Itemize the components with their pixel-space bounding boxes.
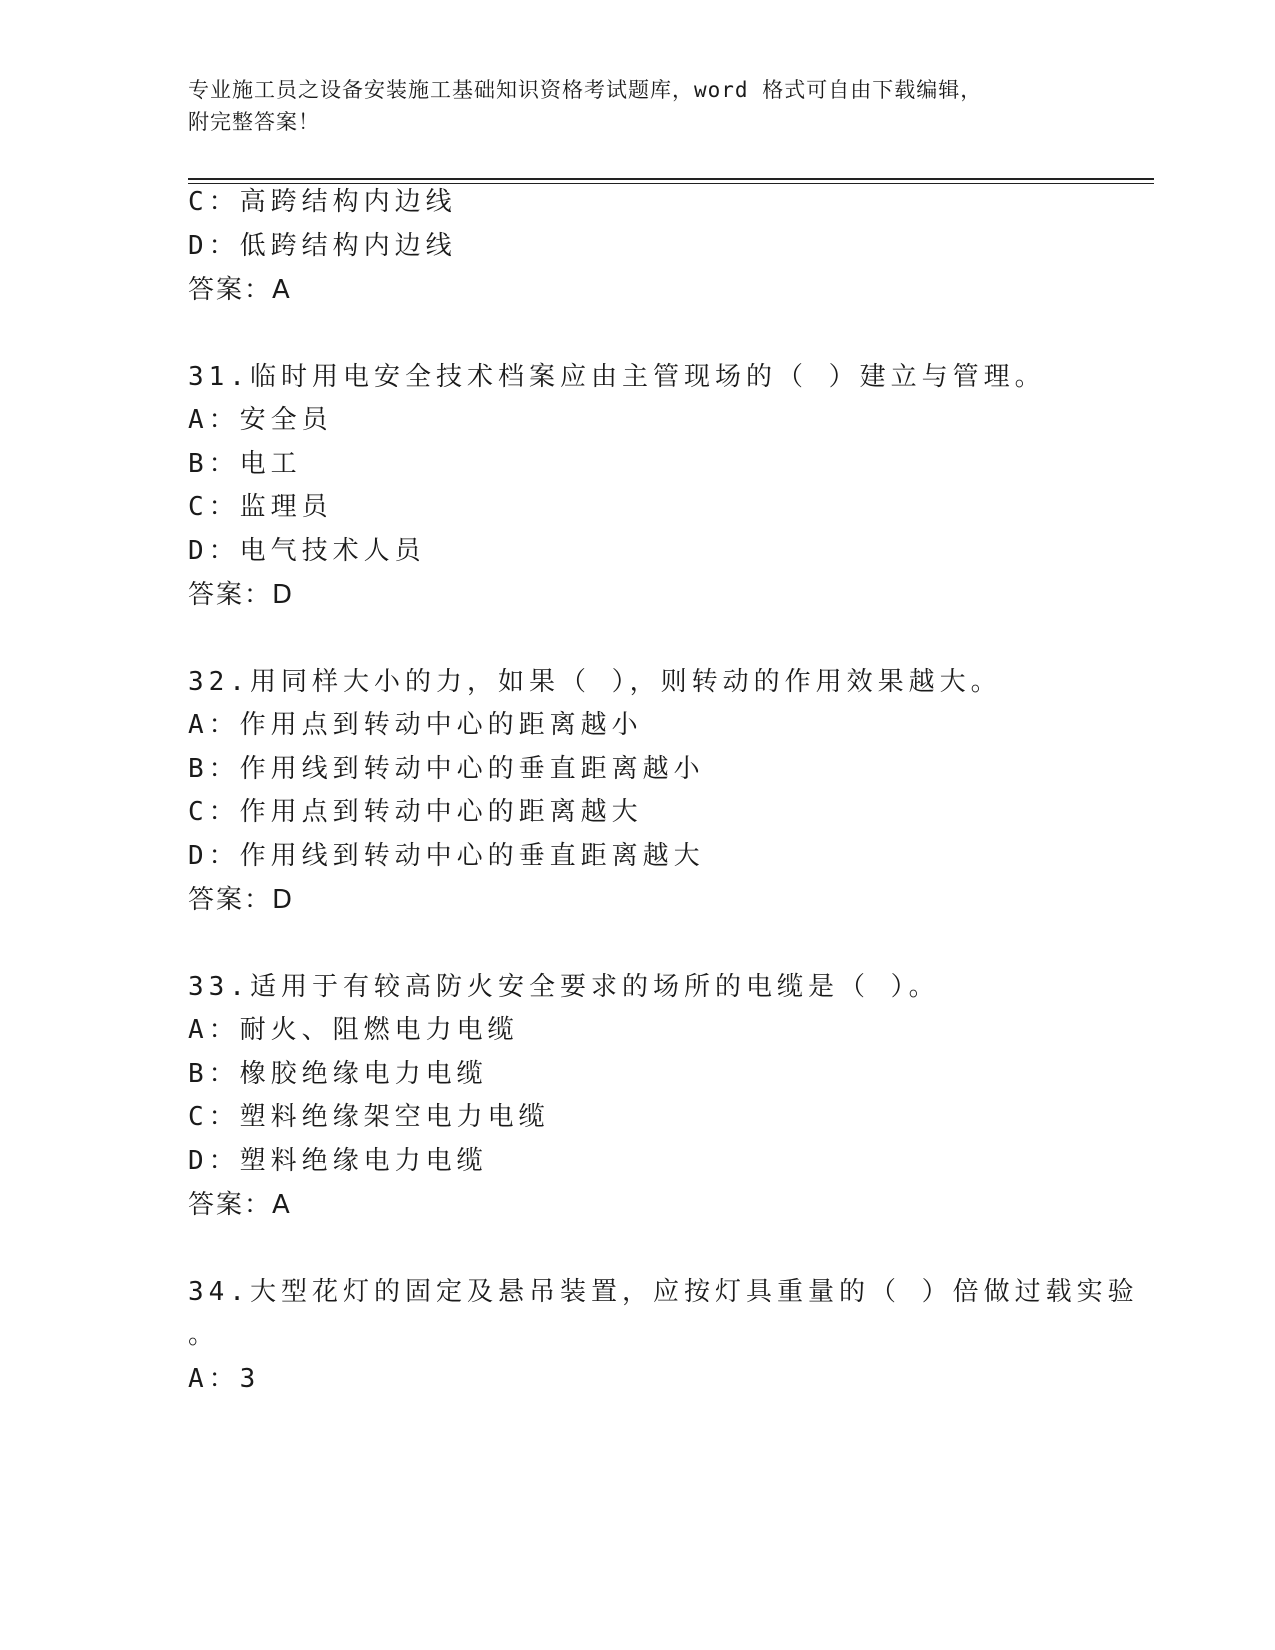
answer-line: 答案：D (188, 885, 295, 915)
option-a: A：安全员 (188, 405, 333, 435)
option-d: D：塑料绝缘电力电缆 (188, 1146, 488, 1176)
question-stem-wrap: 。 (188, 1320, 220, 1350)
answer-line: 答案：D (188, 580, 295, 610)
header-divider (188, 178, 1154, 184)
question-stem: 32.用同样大小的力，如果（ ），则转动的作用效果越大。 (188, 667, 1002, 697)
header-line-2: 附完整答案！ (188, 110, 320, 134)
answer-line: 答案：A (188, 275, 292, 305)
option-b: B：电工 (188, 449, 302, 479)
question-stem: 34.大型花灯的固定及悬吊装置，应按灯具重量的（ ）倍做过载实验 (188, 1277, 1139, 1307)
option-d: D：作用线到转动中心的垂直距离越大 (188, 841, 705, 871)
option-a: A：耐火、阻燃电力电缆 (188, 1015, 519, 1045)
question-stem: 31.临时用电安全技术档案应由主管现场的（ ）建立与管理。 (188, 362, 1046, 392)
header-line-1: 专业施工员之设备安装施工基础知识资格考试题库，word 格式可自由下载编辑， (188, 78, 983, 102)
answer-line: 答案：A (188, 1190, 292, 1220)
option-a: A：作用点到转动中心的距离越小 (188, 710, 643, 740)
option-c: C：高跨结构内边线 (188, 187, 457, 217)
option-b: B：橡胶绝缘电力电缆 (188, 1059, 488, 1089)
option-b: B：作用线到转动中心的垂直距离越小 (188, 754, 705, 784)
question-stem: 33.适用于有较高防火安全要求的场所的电缆是（ ）。 (188, 972, 940, 1002)
option-c: C：作用点到转动中心的距离越大 (188, 797, 643, 827)
option-c: C：监理员 (188, 492, 333, 522)
option-a: A：3 (188, 1364, 261, 1394)
option-c: C：塑料绝缘架空电力电缆 (188, 1102, 550, 1132)
option-d: D：低跨结构内边线 (188, 231, 457, 261)
option-d: D：电气技术人员 (188, 536, 426, 566)
document-header (188, 74, 1068, 138)
